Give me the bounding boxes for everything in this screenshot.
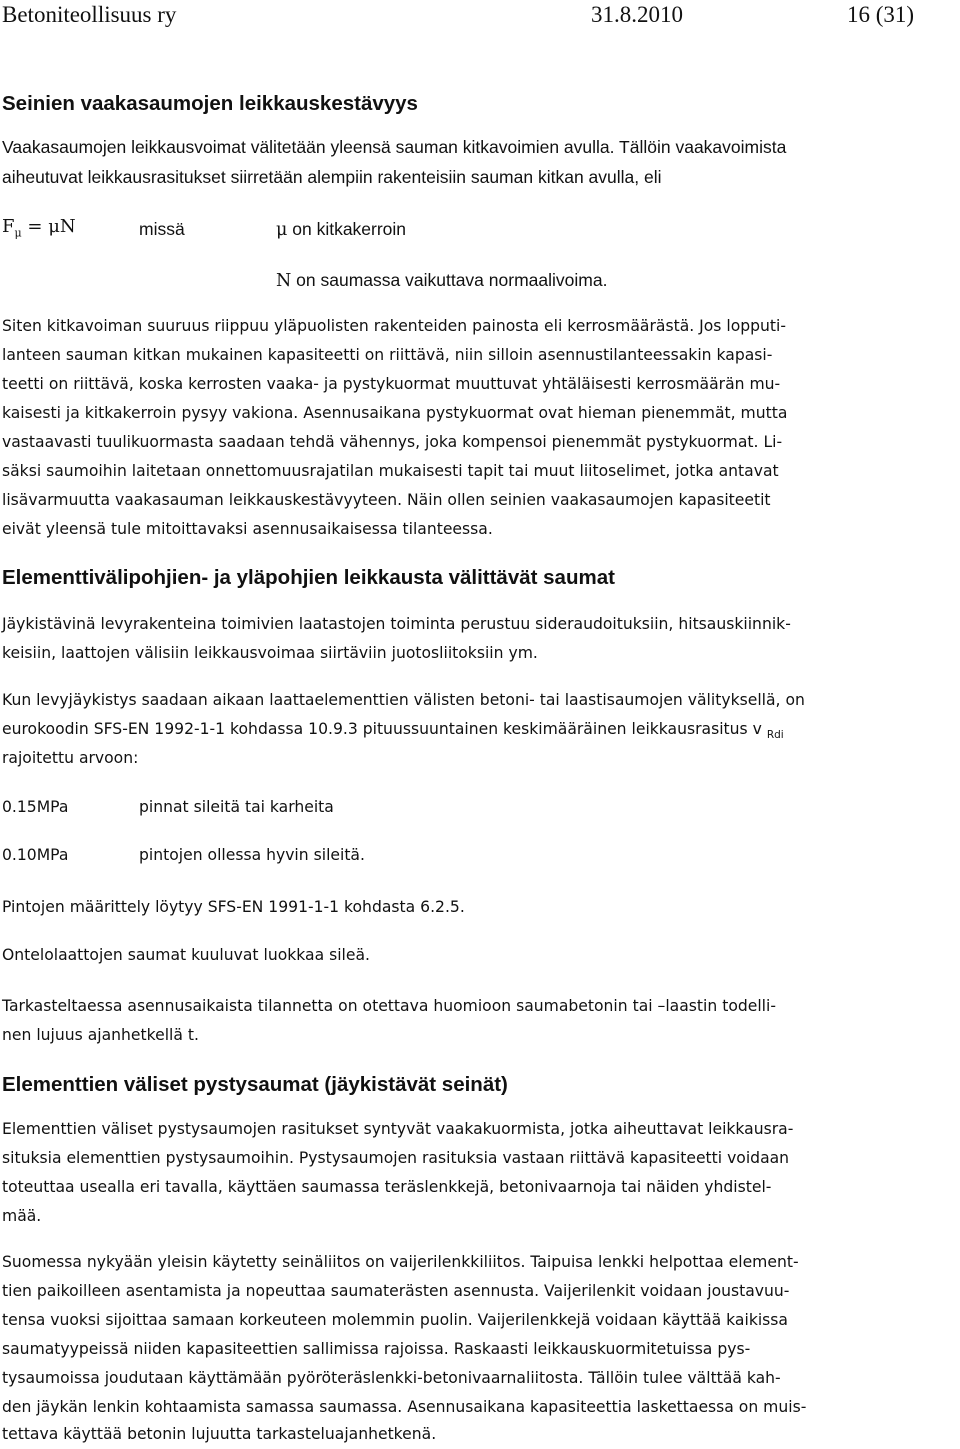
paragraph-line: den jäykän lenkin kohtaamista samassa saumassa. Asennusaikana kapasiteettia laskettaessa on muis- (2, 1398, 807, 1416)
paragraph-line: keisiin, laattojen välisiin leikkausvoimaa siirtäviin juotosliitoksiin ym. (2, 644, 538, 662)
paragraph-line: saumatyypeissä niiden kapasiteettien sallimissa rajoissa. Raskaasti leikkauskuormitetuissa pys- (2, 1340, 751, 1358)
formula-where-label: missä (139, 219, 185, 239)
paragraph-line: Kun levyjäykistys saadaan aikaan laattaelementtien välisten betoni- tai laastisaumojen välityksellä, on (2, 691, 805, 709)
header-date: 31.8.2010 (591, 2, 683, 27)
intro-line: Vaakasaumojen leikkausvoimat välitetään yleensä sauman kitkavoimien avulla. Tällöin vaakavoimista (2, 137, 787, 157)
value-description: pinnat sileitä tai karheita (139, 798, 334, 816)
paragraph-line: Tarkasteltaessa asennusaikaista tilannetta on otettava huomioon saumabetonin tai –laastin todelli- (2, 997, 776, 1015)
header-page-number: 16 (31) (847, 2, 915, 27)
paragraph-line: Siten kitkavoiman suuruus riippuu yläpuolisten rakenteiden painosta eli kerrosmäärästä. Jos lopputi- (2, 317, 787, 335)
paragraph-line: nen lujuus ajanhetkellä t. (2, 1026, 199, 1044)
paragraph-line: vastaavasti tuulikuormasta saadaan tehdä vähennys, joka kompensoi pienemmät pystykuormat. Li- (2, 433, 783, 451)
section-heading: Seinien vaakasaumojen leikkauskestävyys (2, 92, 418, 115)
formula-definition-mu: μ on kitkakerroin (276, 219, 407, 240)
paragraph-line: säksi saumoihin laitetaan onnettomuusrajatilan mukaisesti tapit tai muut liitoselimet, jotka antavat (2, 462, 779, 480)
paragraph-line: lisävarmuutta vaakasauman leikkauskestävyyteen. Näin ollen seinien vaakasaumojen kapasiteetit (2, 491, 771, 509)
paragraph-line: lanteen sauman kitkan mukainen kapasiteetti on riittävä, niin silloin asennustilanteessakin kapasi- (2, 346, 773, 364)
value-label: 0.10MPa (2, 846, 69, 864)
paragraph-line: Pintojen määrittely löytyy SFS-EN 1991-1-1 kohdasta 6.2.5. (2, 898, 465, 916)
paragraph-line: eivät yleensä tule mitoittavaksi asennusaikaisessa tilanteessa. (2, 520, 493, 538)
header-organization: Betoniteollisuus ry (2, 2, 177, 27)
section-heading: Elementtien väliset pystysaumat (jäykistävät seinät) (2, 1073, 508, 1096)
value-label: 0.15MPa (2, 798, 69, 816)
friction-formula: $F_\mu = \mu N$ (2, 216, 76, 240)
paragraph-line: tien paikoilleen asentamista ja nopeuttaa saumaterästen asennusta. Vaijerilenkit voidaan joustavuu- (2, 1282, 790, 1300)
formula-definition-n: N on saumassa vaikuttava normaalivoima. (276, 270, 608, 291)
paragraph-line: tysaumoissa joudutaan käyttämään pyöröteräslenkki-betonivaarnaliitosta. Tällöin tulee välttää kah- (2, 1369, 781, 1387)
paragraph-line: Jäykistävinä levyrakenteina toimivien laatastojen toiminta perustuu sideraudoituksiin, hitsauskiinnik- (2, 615, 791, 633)
value-description: pintojen ollessa hyvin sileitä. (139, 846, 365, 864)
paragraph-line: kaisesti ja kitkakerroin pysyy vakiona. Asennusaikana pystykuormat ovat hieman pienemmät, mutta (2, 404, 788, 422)
paragraph-line: tensa vuoksi sijoittaa samaan korkeuteen molemmin puolin. Vaijerilenkkejä voidaan käyttää kaikissa (2, 1311, 788, 1329)
section-heading: Elementtivälipohjien- ja yläpohjien leikkausta välittävät saumat (2, 566, 615, 589)
paragraph-line: tettava käyttää betonin lujuutta tarkasteluajanhetkenä. (2, 1425, 437, 1443)
intro-line: aiheutuvat leikkausrasitukset siirretään alempiin rakenteisiin sauman kitkan avulla, eli (2, 167, 662, 187)
paragraph-line: mää. (2, 1207, 42, 1225)
paragraph-line: Ontelolaattojen saumat kuuluvat luokkaa sileä. (2, 946, 370, 964)
paragraph-line: teetti on riittävä, koska kerrosten vaaka- ja pystykuormat muuttuvat yhtäläisesti kerrosmäärän mu- (2, 375, 781, 393)
paragraph-line: toteuttaa usealla eri tavalla, käyttäen saumassa teräslenkkejä, betonivaarnoja tai näiden yhdistel- (2, 1178, 772, 1196)
paragraph-line: rajoitettu arvoon: (2, 749, 139, 767)
paragraph-line: Elementtien väliset pystysaumojen rasitukset syntyvät vaakakuormista, jotka aiheuttavat leikkausra- (2, 1120, 794, 1138)
paragraph-line: Suomessa nykyään yleisin käytetty seinäliitos on vaijerilenkkiliitos. Taipuisa lenkki helpottaa element- (2, 1253, 799, 1271)
paragraph-line: situksia elementtien pystysaumoihin. Pystysaumojen rasituksia vastaan riittävä kapasiteetti voidaan (2, 1149, 790, 1167)
paragraph-line-with-subscript: eurokoodin SFS-EN 1992-1-1 kohdassa 10.9.3 pituussuuntainen keskimääräinen leikkausrasitus v $_{Rdi}$ (2, 720, 784, 742)
